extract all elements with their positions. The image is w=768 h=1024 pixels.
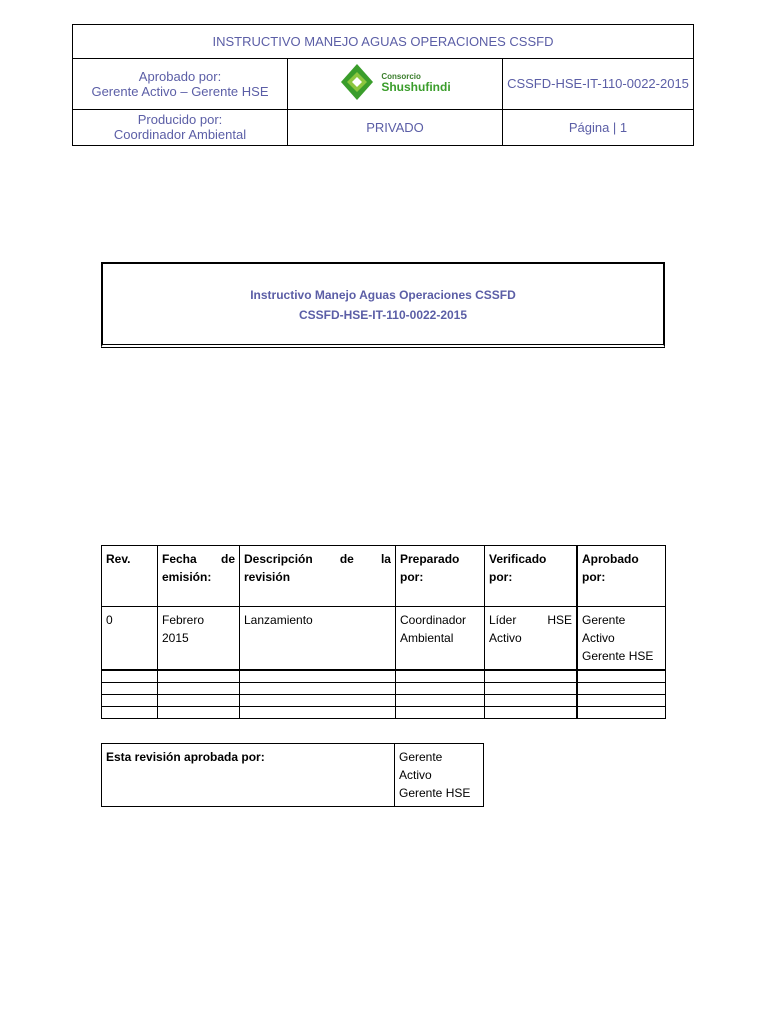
document-code-title: CSSFD-HSE-IT-110-0022-2015 bbox=[298, 308, 468, 322]
cell-verificado-word: Líder bbox=[489, 613, 517, 627]
col-desc-word: la bbox=[380, 552, 391, 566]
col-fecha-word: de bbox=[220, 552, 235, 566]
empty-row bbox=[102, 670, 666, 683]
approved-by-cell bbox=[73, 59, 288, 109]
revision-header-row bbox=[102, 546, 666, 607]
approved-label: Aprobado por: bbox=[138, 68, 222, 84]
col-fecha-word: emisión: bbox=[162, 570, 212, 584]
cell-verificado-line: Activo bbox=[489, 631, 522, 645]
col-desc-word: de bbox=[339, 552, 354, 566]
col-fecha-word: Fecha bbox=[162, 552, 197, 566]
approval-value bbox=[395, 744, 484, 807]
document-header bbox=[72, 24, 694, 146]
cell-descripcion: Lanzamiento bbox=[240, 607, 396, 671]
cell-preparado bbox=[396, 607, 485, 671]
cell-rev: 0 bbox=[102, 607, 158, 671]
approval-table bbox=[101, 743, 484, 807]
produced-label: Producido por: bbox=[137, 112, 223, 128]
revision-row bbox=[102, 607, 666, 671]
cell-aprobado bbox=[577, 607, 666, 671]
page-number: Página | 1 bbox=[503, 109, 694, 145]
logo-small-text: Consorcio bbox=[381, 72, 421, 82]
approval-label: Esta revisión aprobada por: bbox=[102, 744, 395, 807]
cell-preparado-line: Ambiental bbox=[400, 631, 454, 645]
cell-preparado-line: Coordinador bbox=[400, 613, 467, 627]
col-rev: Rev. bbox=[102, 546, 158, 607]
empty-row bbox=[102, 683, 666, 695]
col-preparado: Preparado por: bbox=[396, 546, 485, 607]
col-fecha bbox=[158, 546, 240, 607]
cell-fecha-line: Febrero bbox=[162, 613, 205, 627]
diamond-logo-icon bbox=[339, 62, 375, 102]
document-title: Instructivo Manejo Aguas Operaciones CSSFD bbox=[250, 288, 516, 302]
empty-row bbox=[102, 695, 666, 707]
col-verificado: Verificado por: bbox=[485, 546, 578, 607]
document-title-box bbox=[101, 262, 665, 348]
approved-value: Gerente Activo – Gerente HSE bbox=[91, 83, 269, 99]
cell-verificado-word: HSE bbox=[547, 613, 572, 627]
revision-table bbox=[101, 545, 666, 719]
cell-aprobado-line: Gerente HSE bbox=[582, 649, 654, 663]
approval-line: Activo bbox=[399, 768, 432, 782]
cell-aprobado-line: Gerente bbox=[582, 613, 626, 627]
logo-big-text: Shushufindi bbox=[381, 80, 451, 95]
empty-row bbox=[102, 707, 666, 719]
cell-fecha-line: 2015 bbox=[162, 631, 189, 645]
produced-by-cell bbox=[73, 109, 288, 145]
document-code: CSSFD-HSE-IT-110-0022-2015 bbox=[503, 59, 694, 109]
classification: PRIVADO bbox=[288, 109, 503, 145]
cell-fecha bbox=[158, 607, 240, 671]
cell-aprobado-line: Activo bbox=[582, 631, 615, 645]
col-aprobado: Aprobado por: bbox=[577, 546, 666, 607]
consorcio-shushufindi-logo bbox=[339, 62, 450, 102]
approval-line: Gerente bbox=[399, 750, 443, 764]
col-desc-word: revisión bbox=[244, 570, 291, 584]
cell-verificado bbox=[485, 607, 578, 671]
col-descripcion bbox=[240, 546, 396, 607]
header-title: INSTRUCTIVO MANEJO AGUAS OPERACIONES CSSFD bbox=[73, 25, 694, 59]
produced-value: Coordinador Ambiental bbox=[113, 127, 247, 143]
logo-cell bbox=[288, 59, 503, 109]
col-desc-word: Descripción bbox=[244, 552, 313, 566]
approval-line: Gerente HSE bbox=[399, 786, 471, 800]
